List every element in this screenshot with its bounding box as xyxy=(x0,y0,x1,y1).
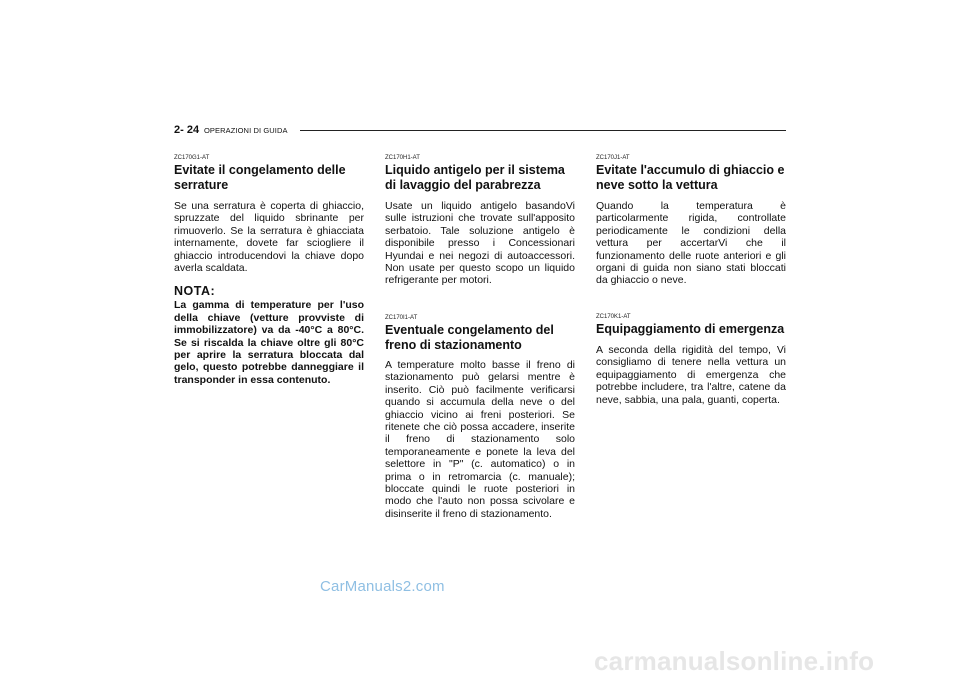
watermark-carmanuals2[interactable]: CarManuals2.com xyxy=(320,578,445,595)
section-parking-brake-freezing xyxy=(385,314,575,520)
section-body: A seconda della rigidità del tempo, Vi consigliamo di tenere nella vettura un equipaggiamento di emergenza che potrebbe includere, tra l'altre, catene da neve, sabbia, una pala, guanti, coperta. xyxy=(596,344,786,406)
note-text: La gamma di temperature per l'uso della chiave (vetture provviste di immobilizzatore) va da -40°C a 80°C. Se si riscalda la chiave oltre gli 80°C per aprire la serratura bloccata dal gelo, questo potrebbe danneggiare il transponder in essa contenuto. xyxy=(174,299,364,386)
section-emergency-equipment xyxy=(596,313,786,406)
watermark-carmanualsonline: carmanualsonline.info xyxy=(594,646,875,676)
section-code: ZC170G1-AT xyxy=(174,155,210,161)
page-header xyxy=(174,124,786,138)
header-rule xyxy=(300,130,786,131)
section-code: ZC170J1-AT xyxy=(596,155,630,161)
section-heading: Eventuale congelamento del freno di stazionamento xyxy=(385,323,554,352)
section-washer-antifreeze xyxy=(385,154,575,287)
section-ice-under-car xyxy=(596,154,786,287)
section-body: Usate un liquido antigelo basandoVi sulle istruzioni che trovate sull'apposito serbatoio. Tale soluzione antigelo è disponibile presso i Concessionari Hyundai e nei negozi di autoaccessori. Non usate per questo scopo un liquido refrigerante per motori. xyxy=(385,200,575,287)
section-code: ZC170H1-AT xyxy=(385,155,420,161)
section-lock-freezing xyxy=(174,154,364,386)
section-title: OPERAZIONI DI GUIDA xyxy=(204,126,288,135)
section-code: ZC170K1-AT xyxy=(596,314,631,320)
page-number: 2- 24 xyxy=(174,124,200,136)
section-body: Quando la temperatura è particolarmente rigida, controllate periodicamente le condizioni della vettura per accertarVi che il funzionamento delle ruote anteriori e gli organi di guida non siano stati bloccati da ghiaccio o neve. xyxy=(596,200,786,287)
section-heading: Evitate l'accumulo di ghiaccio e neve sotto la vettura xyxy=(596,163,785,192)
section-heading: Equipaggiamento di emergenza xyxy=(596,322,785,336)
section-heading: Evitate il congelamento delle serrature xyxy=(174,163,346,192)
note-label: NOTA: xyxy=(174,284,216,299)
section-body: Se una serratura è coperta di ghiaccio, spruzzate del liquido sbrinante per rimuoverlo. Se la serratura è ghiacciata internamente, dovete far sciogliere il ghiaccio introducendovi la chiave dopo averla scaldata. xyxy=(174,200,364,275)
section-heading: Liquido antigelo per il sistema di lavaggio del parabrezza xyxy=(385,163,565,192)
section-body: A temperature molto basse il freno di stazionamento può gelarsi mentre è inserito. Ciò può facilmente verificarsi quando si accumula della neve o del ghiaccio vicino ai freni posteriori. Se ritenete che ciò possa accadere, inserite il freno di stazionamento solo temporaneamente e ponete la leva del selettore in "P" (c. automatico) o in prima o in retromarcia (c. manuale); bloccate quindi le ruote posteriori in modo che l'auto non possa scivolare e disinserite il freno di stazionamento. xyxy=(385,359,575,520)
section-code: ZC170I1-AT xyxy=(385,315,418,321)
